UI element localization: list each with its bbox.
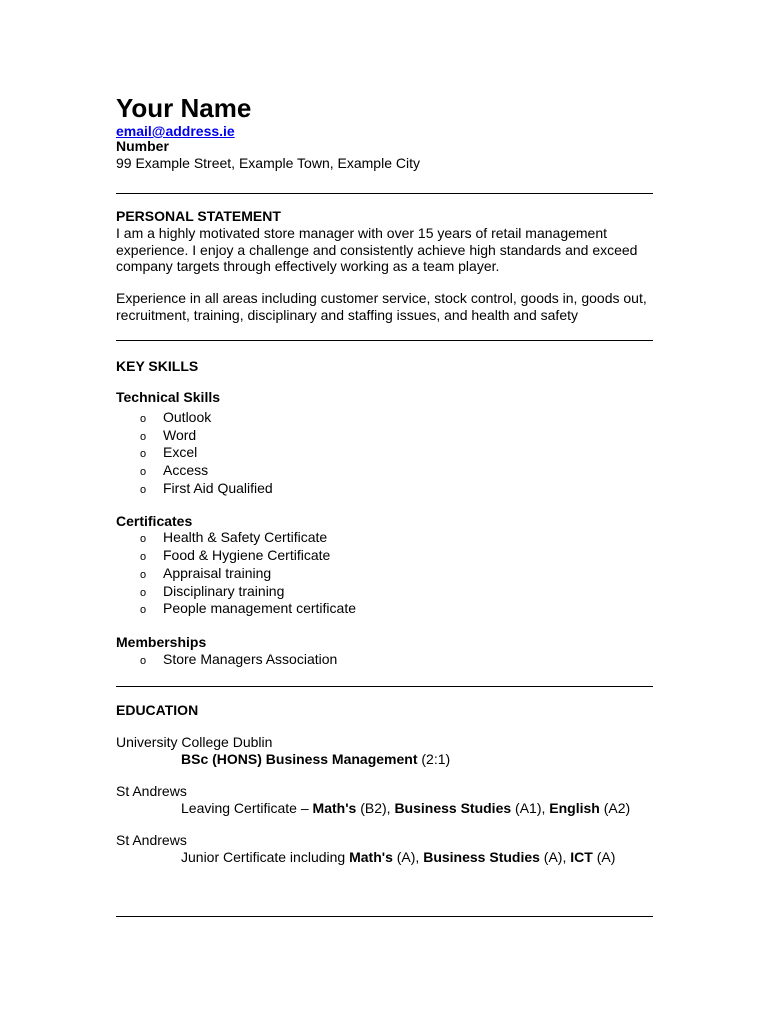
bullet-icon: o [140, 431, 147, 443]
bullet-icon: o [140, 413, 147, 425]
bullet-icon: o [140, 466, 147, 478]
personal-statement-heading: PERSONAL STATEMENT [116, 208, 281, 224]
education-heading: EDUCATION [116, 702, 199, 718]
divider [116, 686, 653, 687]
technical-skills-heading: Technical Skills [116, 389, 221, 405]
personal-statement-paragraph-2: Experience in all areas including customer service, stock control, goods in, goods out, recruitment, training, disciplinary and staffing issues, and health and safety [116, 290, 647, 323]
technical-skill-item: First Aid Qualified [163, 480, 273, 496]
qualification-text: Business Studies [394, 800, 512, 816]
certificate-item: Food & Hygiene Certificate [163, 547, 331, 563]
education-school: St Andrews [116, 832, 187, 848]
education-detail [181, 849, 615, 866]
education-school: University College Dublin [116, 734, 273, 750]
divider [116, 916, 653, 917]
personal-statement-paragraph-1: I am a highly motivated store manager with over 15 years of retail management experience. I enjoy a challenge and consistently achieve high standards and exceed company targets through effectively working as a team player. [116, 225, 638, 274]
bullet-icon: o [140, 604, 147, 616]
qualification-text: (2:1) [417, 751, 451, 767]
technical-skill-item: Outlook [163, 409, 212, 425]
qualification-text: (A), [392, 849, 424, 865]
qualification-text: ICT [570, 849, 593, 865]
bullet-icon: o [140, 569, 147, 581]
certificate-item: Disciplinary training [163, 583, 285, 599]
divider [116, 193, 653, 194]
bullet-icon: o [140, 655, 147, 667]
education-detail [181, 751, 450, 768]
technical-skill-item: Access [163, 462, 209, 478]
email-link[interactable]: email@address.ie [116, 123, 235, 139]
technical-skill-item: Excel [163, 444, 198, 460]
qualification-text: BSc (HONS) Business Management [181, 751, 418, 767]
bullet-icon: o [140, 551, 147, 563]
certificate-item: People management certificate [163, 600, 356, 616]
qualification-text: Math's [349, 849, 393, 865]
qualification-text: Leaving Certificate – [181, 800, 313, 816]
qualification-text: (B2), [356, 800, 395, 816]
bullet-icon: o [140, 533, 147, 545]
qualification-text: English [549, 800, 600, 816]
cv-name: Your Name [116, 93, 252, 123]
qualification-text: Math's [312, 800, 357, 816]
divider [116, 340, 653, 341]
certificate-item: Appraisal training [163, 565, 272, 581]
certificates-heading: Certificates [116, 513, 193, 529]
number-label: Number [116, 138, 169, 154]
bullet-icon: o [140, 484, 147, 496]
address: 99 Example Street, Example Town, Example City [116, 155, 420, 171]
key-skills-heading: KEY SKILLS [116, 358, 199, 374]
education-detail [181, 800, 630, 817]
qualification-text: (A) [592, 849, 616, 865]
qualification-text: (A1), [511, 800, 550, 816]
qualification-text: (A2) [599, 800, 631, 816]
membership-item: Store Managers Association [163, 651, 338, 667]
qualification-text: (A), [539, 849, 571, 865]
education-school: St Andrews [116, 783, 187, 799]
bullet-icon: o [140, 587, 147, 599]
memberships-heading: Memberships [116, 634, 207, 650]
qualification-text: Business Studies [423, 849, 540, 865]
technical-skill-item: Word [163, 427, 197, 443]
qualification-text: Junior Certificate including [181, 849, 350, 865]
certificate-item: Health & Safety Certificate [163, 529, 328, 545]
bullet-icon: o [140, 448, 147, 460]
